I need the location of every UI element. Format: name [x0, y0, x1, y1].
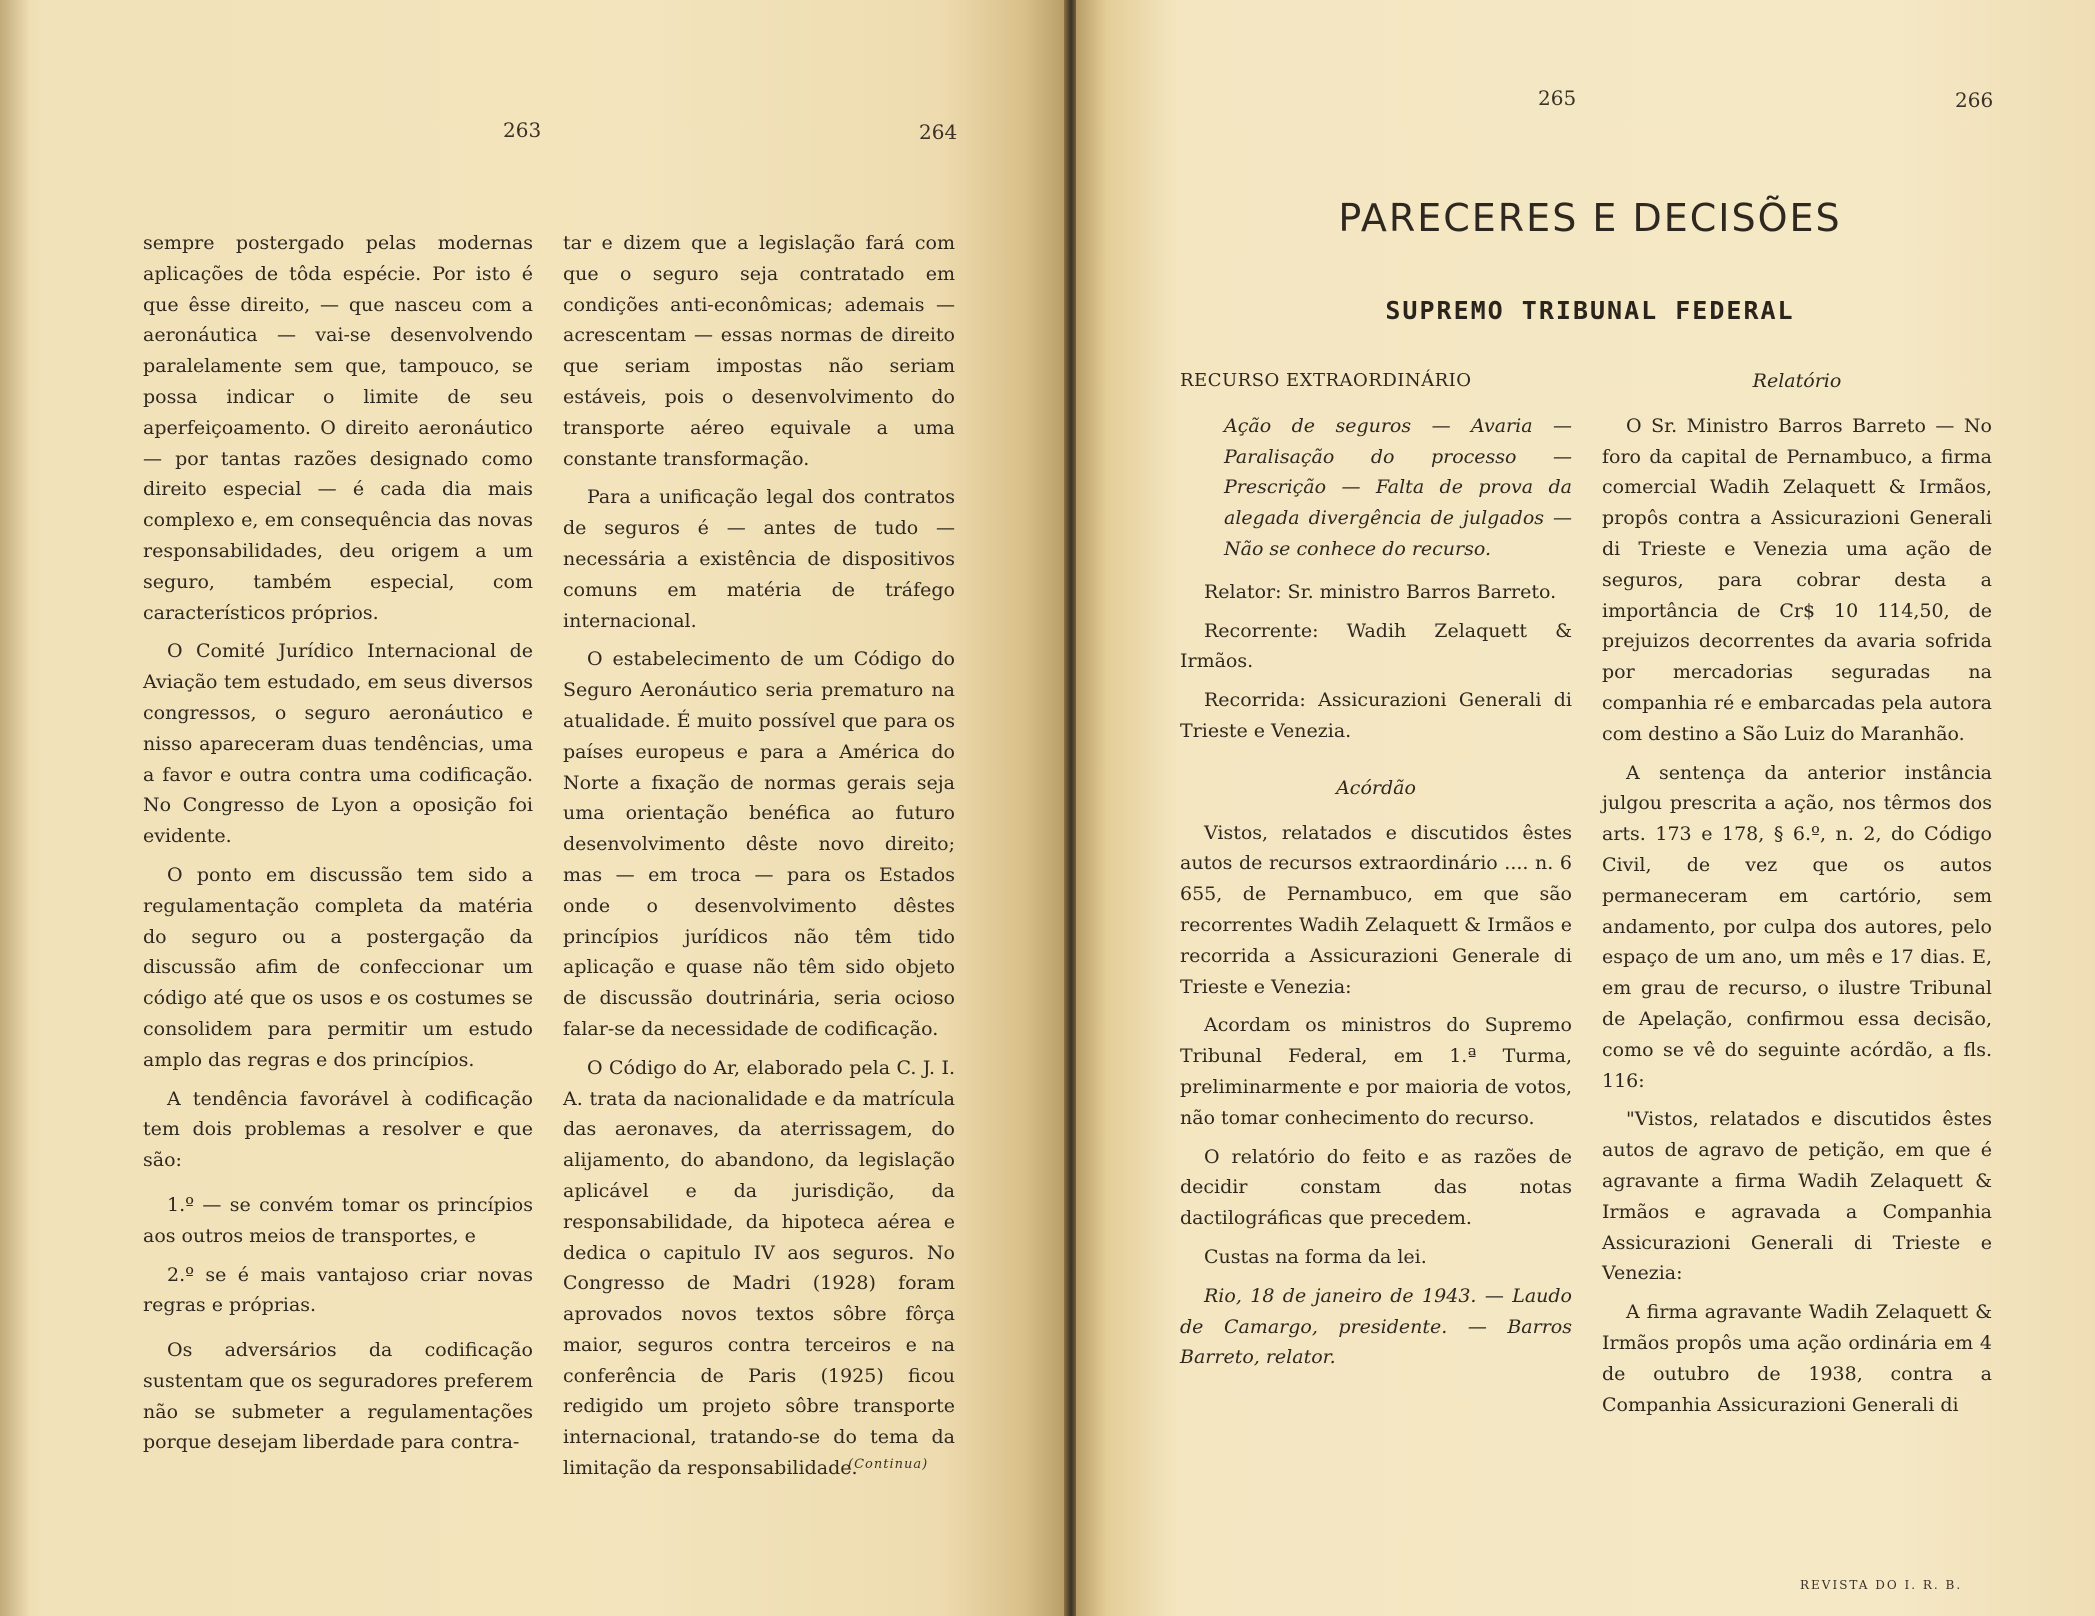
- court-heading: SUPREMO TRIBUNAL FEDERAL: [1385, 296, 1795, 325]
- list-item: 2.º se é mais vantajoso criar novas regras e próprias.: [143, 1263, 533, 1317]
- relator-line: Relator: Sr. ministro Barros Barreto.: [1204, 580, 1557, 603]
- paragraph: O ponto em discussão tem sido a regulamentação completa da matéria do seguro ou a postergação da discussão afim de confeccionar um código até que os usos e os costumes se consolidem para permitir um estudo amplo das regras e dos princípios.: [143, 863, 533, 1071]
- column-page-266: [1602, 366, 1992, 1428]
- signature-line: Rio, 18 de janeiro de 1943. — Laudo de Camargo, presidente. — Barros Barreto, relator.: [1180, 1284, 1572, 1369]
- case-type-label: RECURSO EXTRAORDINÁRIO: [1180, 370, 1472, 391]
- paragraph: A firma agravante Wadih Zelaquett & Irmãos propôs uma ação ordinária em 4 de outubro de 1938, contra a Companhia Assicurazioni Generali di: [1602, 1301, 1992, 1416]
- relatorio-title: Relatório: [1752, 370, 1842, 392]
- page-number-263: 263: [503, 118, 542, 142]
- continua-note: (Continua): [848, 1457, 929, 1472]
- journal-footer: REVISTA DO I. R. B.: [1800, 1578, 1963, 1592]
- column-page-264: [563, 228, 955, 1492]
- paragraph: tar e dizem que a legislação fará com que o seguro seja contratado em condições anti-econômicas; ademais — acrescentam — essas normas de direito que seriam impostas não seriam estáveis, pois o desenvolvimento do transporte aéreo equivale a uma constante transformação.: [563, 232, 955, 470]
- paragraph: O estabelecimento de um Código do Seguro Aeronáutico seria prematuro na atualidade. É muito possível que para os países europeus e para a América do Norte a fixação de normas gerais seja uma orientação benéfica ao futuro desenvolvimento dêste novo direito; mas — em troca — para os Estados onde o desenvolvimento dêstes princípios jurídicos não têm tido aplicação e quase não têm sido objeto de discussão doutrinária, seria ocioso falar-se da necessidade de codificação.: [563, 648, 955, 1040]
- paragraph: O relatório do feito e as razões de decidir constam das notas dactilográficas que precedem.: [1180, 1145, 1572, 1230]
- page-number-265: 265: [1538, 86, 1577, 110]
- paragraph: Os adversários da codificação sustentam que os seguradores preferem não se submeter a regulamentações porque desejam liberdade para contra-: [143, 1339, 533, 1454]
- section-heading: PARECERES E DECISÕES: [1338, 196, 1842, 240]
- paragraph: Acordam os ministros do Supremo Tribunal Federal, em 1.ª Turma, preliminarmente e por maioria de votos, não tomar conhecimento do recurso.: [1180, 1014, 1572, 1129]
- paragraph: O Sr. Ministro Barros Barreto — No foro da capital de Pernambuco, a firma comercial Wadih Zelaquett & Irmãos, propôs contra a Assicurazioni Generali di Trieste e Venezia uma ação de seguros, para cobrar desta a importância de Cr$ 10 114,50, de prejuizos decorrentes da avaria sofrida por mercadorias seguradas na companhia ré e embarcadas pela autora com destino a São Luiz do Maranhão.: [1602, 414, 1992, 745]
- paragraph: O Comité Jurídico Internacional de Aviação tem estudado, em seus diversos congressos, o seguro aeronáutico e nisso apareceram duas tendências, uma a favor e outra contra uma codificação. No Congresso de Lyon a oposição foi evidente.: [143, 640, 533, 848]
- page-edge-shadow: [0, 0, 30, 1616]
- acordao-title: Acórdão: [1336, 776, 1416, 799]
- case-summary: Ação de seguros — Avaria — Paralisação do processo — Prescrição — Falta de prova da alegada divergência de julgados — Não se conhece do recurso.: [1224, 414, 1572, 560]
- paragraph: A sentença da anterior instância julgou prescrita a ação, nos têrmos dos arts. 173 e 178, § 6.º, n. 2, do Código Civil, de vez que os autos permaneceram em cartório, sem andamento, por culpa dos autores, pelo espaço de um ano, um mês e 17 dias. E, em grau de recurso, o ilustre Tribunal de Apelação, confirmou essa decisão, como se vê do seguinte acórdão, a fls. 116:: [1602, 761, 1992, 1092]
- paragraph: A tendência favorável à codificação tem dois problemas a resolver e que são:: [143, 1087, 533, 1172]
- paragraph: O Código do Ar, elaborado pela C. J. I. A. trata da nacionalidade e da matrícula das aeronaves, da aterrissagem, do alijamento, do abandono, da legislação aplicável e da jurisdição, da responsabilidade, da hipoteca aérea e dedica o capitulo IV aos seguros. No Congresso de Madri (1928) foram aprovados novos textos sôbre fôrça maior, seguros contra terceiros e na conferência de Paris (1925) ficou redigido um projeto sôbre transporte internacional, tratando-se do tema da limitação da responsabilidade.: [563, 1056, 955, 1480]
- recorrente-line: Recorrente: Wadih Zelaquett & Irmãos.: [1180, 619, 1572, 673]
- list-item: 1.º — se convém tomar os princípios aos outros meios de transportes, e: [143, 1193, 533, 1247]
- paragraph: Vistos, relatados e discutidos êstes autos de recursos extraordinário .... n. 6 655, de Pernambuco, em que são recorrentes Wadih Zelaquett & Irmãos e recorrida a Assicurazioni Generale di Trieste e Venezia:: [1180, 821, 1572, 998]
- paragraph: "Vistos, relatados e discutidos êstes autos de agravo de petição, em que é agravante a firma Wadih Zelaquett & Irmãos e agravada a Companhia Assicurazioni Generali di Trieste e Venezia:: [1602, 1108, 1992, 1285]
- recorrida-line: Recorrida: Assicurazioni Generali di Trieste e Venezia.: [1180, 689, 1572, 742]
- paragraph: sempre postergado pelas modernas aplicações de tôda espécie. Por isto é que êsse direito, — que nasceu com a aeronáutica — vai-se desenvolvendo paralelamente sem que, tampouco, se possa indicar o limite de seu aperfeiçoamento. O direito aeronáutico — por tantas razões designado como direito especial — é cada dia mais complexo e, em consequência das novas responsabilidades, deu origem a um seguro, também especial, com característicos próprios.: [143, 232, 533, 624]
- column-page-263: [143, 228, 533, 1466]
- page-number-264: 264: [919, 120, 958, 144]
- page-number-266: 266: [1955, 88, 1994, 112]
- paragraph: Para a unificação legal dos contratos de seguros é — antes de tudo — necessária a existência de dispositivos comuns em matéria de tráfego internacional.: [563, 486, 955, 632]
- column-page-265: [1180, 366, 1572, 1381]
- paragraph: Custas na forma da lei.: [1204, 1245, 1427, 1268]
